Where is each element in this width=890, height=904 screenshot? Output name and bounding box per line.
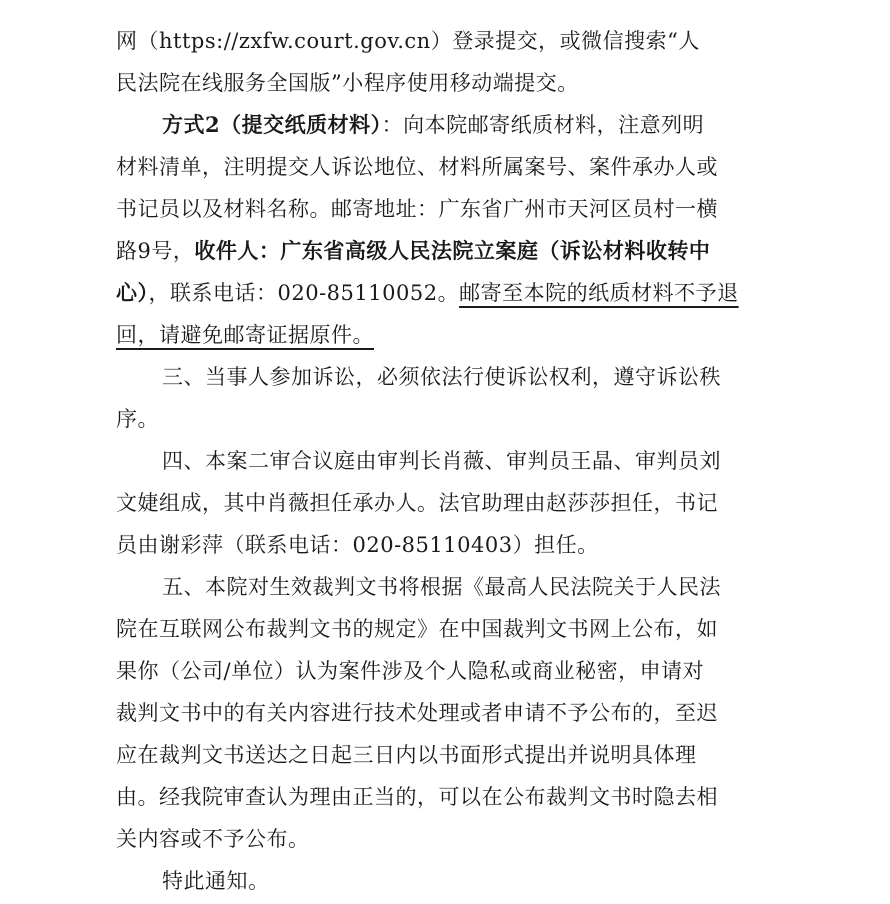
text-line: 网（https://zxfw.court.gov.cn）登录提交，或微信搜索“人	[116, 29, 700, 53]
text-line: 材料清单，注明提交人诉讼地位、材料所属案号、案件承办人或	[116, 155, 718, 179]
text-line: 院在互联网公布裁判文书的规定》在中国裁判文书网上公布，如	[116, 617, 718, 641]
no-return-notice: 邮寄至本院的纸质材料不予退	[459, 281, 739, 305]
recipient-bold-text: 收件人：广东省高级人民法院立案庭（诉讼材料收转中	[194, 238, 711, 263]
text-line: 裁判文书中的有关内容进行技术处理或者申请不予公布的，至迟	[116, 701, 718, 725]
text-line: 文婕组成，其中肖薇担任承办人。法官助理由赵莎莎担任，书记	[116, 491, 718, 515]
text-span: ：向本院邮寄纸质材料，注意列明	[381, 113, 705, 137]
text-line: 应在裁判文书送达之日起三日内以书面形式提出并说明具体理	[116, 743, 697, 767]
text-line: 书记员以及材料名称。邮寄地址：广东省广州市天河区员村一横	[116, 197, 718, 221]
no-return-notice: 回，请避免邮寄证据原件。	[116, 323, 374, 347]
section-4-line: 四、本案二审合议庭由审判长肖薇、审判员王晶、审判员刘	[162, 449, 721, 473]
text-line: 序。	[116, 407, 159, 431]
text-line	[116, 314, 780, 356]
method-2-heading: 方式2（提交纸质材料）	[162, 112, 382, 137]
text-line: 由。经我院审查认为理由正当的，可以在公布裁判文书时隐去相	[116, 785, 718, 809]
phone-text: ，联系电话：020-85110052。	[148, 281, 460, 305]
text-span: 路9号，	[116, 239, 195, 263]
document-body	[116, 20, 780, 902]
text-line: 员由谢彩萍（联系电话：020-85110403）担任。	[116, 533, 599, 557]
section-5-line: 五、本院对生效裁判文书将根据《最高人民法院关于人民法	[162, 575, 721, 599]
section-3-line: 三、当事人参加诉讼，必须依法行使诉讼权利，遵守诉讼秩	[162, 365, 721, 389]
text-line: 关内容或不予公布。	[116, 827, 310, 851]
text-line	[116, 230, 780, 272]
text-line: 民法院在线服务全国版”小程序使用移动端提交。	[116, 71, 579, 95]
recipient-bold-text: 心）	[116, 280, 149, 305]
text-line	[116, 272, 780, 314]
text-line: 果你（公司/单位）认为案件涉及个人隐私或商业秘密，申请对	[116, 659, 705, 683]
closing-line: 特此通知。	[162, 869, 270, 893]
method-2-paragraph-line	[116, 104, 780, 146]
